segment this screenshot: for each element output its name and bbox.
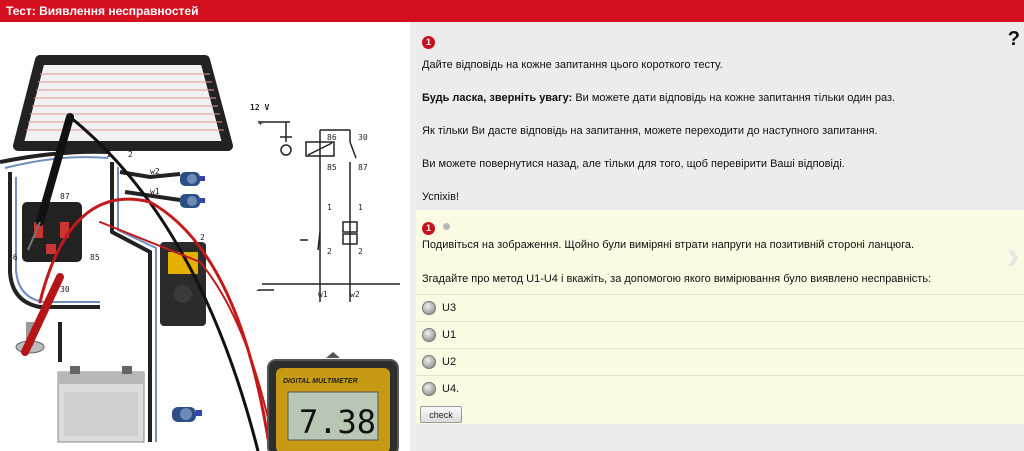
circuit-schematic (258, 122, 400, 302)
socket-pin-85: 85 (90, 253, 100, 262)
question-number-badge: 1 (422, 222, 435, 235)
answer-option-u3[interactable] (416, 294, 1024, 320)
intro-line-1: Дайте відповідь на кожне запитання цього короткого тесту. (422, 59, 723, 71)
meter-pin-2: 2 (200, 233, 205, 242)
intro-section (422, 32, 1002, 204)
wire-label-w2: w2 (350, 290, 360, 299)
intro-line-4: Ви можете повернутися назад, але тільки для того, щоб перевірити Ваші відповіді. (422, 158, 845, 170)
fault-diagnosis-illustration (0, 22, 410, 451)
test-content-panel (410, 22, 1024, 451)
wire-plugs (180, 172, 205, 208)
socket-pin-86: 86 (8, 253, 18, 262)
connector-pin-2: 2 (128, 150, 133, 159)
connector-pin-1: 1 (106, 150, 111, 159)
multimeter-reading: 7.38 (298, 403, 376, 441)
illustration-panel (0, 22, 410, 451)
progress-dot (443, 223, 450, 230)
relay-pin-85: 85 (327, 163, 337, 172)
check-button[interactable]: check (420, 406, 462, 423)
radio-button[interactable] (422, 328, 436, 342)
relay-pin-87: 87 (358, 163, 368, 172)
socket-pin-87: 87 (60, 192, 70, 201)
answer-option-u1[interactable] (416, 321, 1024, 347)
load-pin-2: 2 (358, 247, 363, 256)
switch-pin-2: 2 (327, 247, 332, 256)
plug-w1-label: w1 (150, 187, 160, 196)
intro-notice-label: Будь ласка, зверніть увагу: (422, 92, 573, 104)
socket-pin-30: 30 (60, 285, 70, 294)
switch-pin-1: 1 (327, 203, 332, 212)
battery (58, 366, 144, 442)
supply-voltage-label: 12 V (250, 103, 270, 112)
intro-number-badge: 1 (422, 36, 435, 49)
answer-option-label: U2 (442, 355, 457, 368)
answer-option-label: U4. (442, 382, 460, 395)
radio-button[interactable] (422, 355, 436, 369)
intro-notice-text: Ви можете дати відповідь на кожне запитання тільки один раз. (572, 92, 896, 104)
relay-socket (22, 202, 82, 262)
relay-pin-30: 30 (358, 133, 368, 142)
answer-option-u4[interactable] (416, 375, 1024, 401)
bottom-plug (172, 407, 202, 422)
intro-line-3: Як тільки Ви дасте відповідь на запитання, можете переходити до наступного запитання. (422, 125, 878, 137)
question-text-1: Подивіться на зображення. Щойно були виміряні втрати напруги на позитивній стороні ланцюга. (422, 239, 915, 251)
multimeter-brand: DIGITAL MULTIMETER (283, 378, 358, 385)
answer-option-u2[interactable] (416, 348, 1024, 374)
plug-w-label: w2 (150, 167, 160, 176)
help-icon[interactable]: ? (1007, 28, 1020, 50)
intro-line-2 (422, 91, 1002, 105)
answer-option-label: U1 (442, 328, 457, 341)
radio-button[interactable] (422, 301, 436, 315)
answer-option-label: U3 (442, 301, 457, 314)
supply-plus-sign: + (258, 119, 263, 128)
chevron-right-icon[interactable]: › (1006, 234, 1020, 278)
question-text-2: Згадайте про метод U1-U4 і вкажіть, за допомогою якого вимірювання було виявлено несправність: (422, 273, 932, 285)
rear-window (18, 60, 228, 146)
load-pin-1: 1 (358, 203, 363, 212)
relay-pin-86: 86 (327, 133, 337, 142)
question-header (422, 218, 450, 236)
question-card (416, 210, 1024, 424)
window-title: Тест: Виявлення несправностей (0, 0, 1024, 22)
supply-minus-sign: − (256, 286, 261, 295)
wire-label-w1: w1 (318, 290, 328, 299)
intro-line-5: Успіхів! (422, 191, 459, 203)
radio-button[interactable] (422, 382, 436, 396)
